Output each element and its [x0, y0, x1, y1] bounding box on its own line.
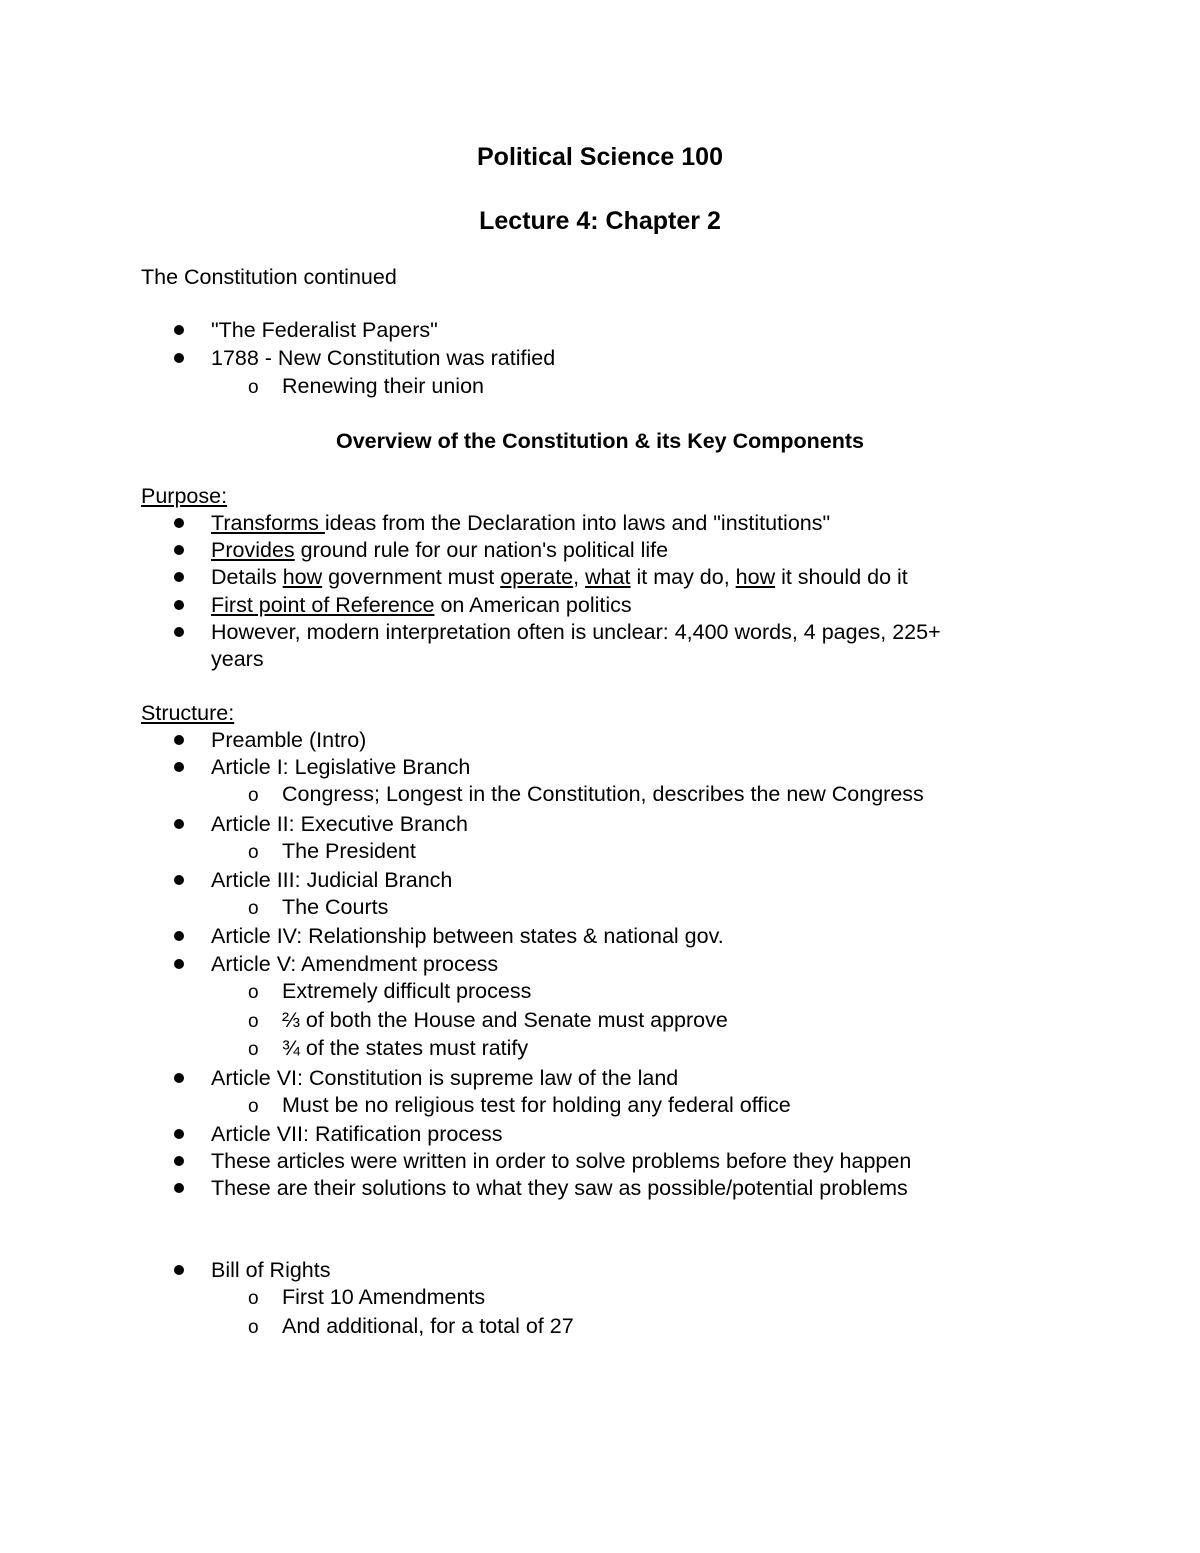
- bullet-icon: [174, 1156, 184, 1166]
- sub-bullet-icon: o: [248, 1317, 259, 1338]
- sub-list-item: Congress; Longest in the Constitution, describes the new Congress: [282, 782, 924, 806]
- bullet-icon: [174, 518, 184, 528]
- bullet-icon: [174, 627, 184, 637]
- bullet-icon: [174, 819, 184, 829]
- bullet-icon: [174, 600, 184, 610]
- list-item: Article III: Judicial Branch: [211, 868, 453, 892]
- list-item: Article V: Amendment process: [211, 952, 499, 976]
- list-item: However, modern interpretation often is unclear: 4,400 words, 4 pages, 225+: [211, 620, 941, 644]
- sub-list-item: Extremely difficult process: [282, 979, 532, 1003]
- bullet-icon: [174, 1183, 184, 1193]
- sub-bullet-icon: o: [248, 1011, 259, 1032]
- list-item: 1788 - New Constitution was ratified: [211, 346, 556, 370]
- course-title: Political Science 100: [477, 143, 723, 171]
- lecture-title: Lecture 4: Chapter 2: [479, 207, 721, 235]
- list-item: Provides ground rule for our nation's political life: [211, 538, 669, 562]
- bullet-icon: [174, 735, 184, 745]
- sub-list-item: Renewing their union: [282, 374, 484, 398]
- sub-list-item: Must be no religious test for holding any federal office: [282, 1093, 791, 1117]
- sub-bullet-icon: o: [248, 1288, 259, 1309]
- list-item: Preamble (Intro): [211, 728, 367, 752]
- bullet-icon: [174, 545, 184, 555]
- list-item: Article VII: Ratification process: [211, 1122, 503, 1146]
- list-item: Bill of Rights: [211, 1258, 331, 1282]
- bullet-icon: [174, 572, 184, 582]
- list-item: Article II: Executive Branch: [211, 812, 468, 836]
- sub-bullet-icon: o: [248, 898, 259, 919]
- list-item: Article VI: Constitution is supreme law of the land: [211, 1066, 679, 1090]
- sub-bullet-icon: o: [248, 1096, 259, 1117]
- bullet-icon: [174, 762, 184, 772]
- sub-list-item: The President: [282, 839, 416, 863]
- bullet-icon: [174, 1073, 184, 1083]
- sub-bullet-icon: o: [248, 377, 259, 398]
- bullet-icon: [174, 353, 184, 363]
- bullet-icon: [174, 959, 184, 969]
- list-item: These are their solutions to what they saw as possible/potential problems: [211, 1176, 908, 1200]
- bullet-icon: [174, 931, 184, 941]
- sub-list-item: ⅔ of both the House and Senate must approve: [282, 1008, 728, 1032]
- sub-list-item: First 10 Amendments: [282, 1285, 486, 1309]
- bullet-icon: [174, 325, 184, 335]
- bullet-icon: [174, 1265, 184, 1275]
- list-item: Article IV: Relationship between states & national gov.: [211, 924, 724, 948]
- bullet-icon: [174, 875, 184, 885]
- sub-bullet-icon: o: [248, 982, 259, 1003]
- sub-list-item: The Courts: [282, 895, 389, 919]
- intro-heading: The Constitution continued: [141, 265, 397, 289]
- sub-list-item: ¾ of the states must ratify: [282, 1036, 529, 1060]
- list-item: "The Federalist Papers": [211, 318, 438, 342]
- list-item: First point of Reference on American politics: [211, 593, 632, 617]
- sub-list-item: And additional, for a total of 27: [282, 1314, 574, 1338]
- structure-label: Structure:: [141, 701, 235, 725]
- list-item: Transforms ideas from the Declaration into laws and "institutions": [211, 511, 831, 535]
- sub-bullet-icon: o: [248, 785, 259, 806]
- list-item-continuation: years: [211, 647, 264, 671]
- sub-bullet-icon: o: [248, 842, 259, 863]
- purpose-label: Purpose:: [141, 484, 228, 508]
- overview-heading: Overview of the Constitution & its Key Components: [336, 429, 864, 453]
- list-item: Article I: Legislative Branch: [211, 755, 471, 779]
- sub-bullet-icon: o: [248, 1039, 259, 1060]
- list-item: These articles were written in order to solve problems before they happen: [211, 1149, 912, 1173]
- list-item: Details how government must operate, what it may do, how it should do it: [211, 565, 908, 589]
- bullet-icon: [174, 1129, 184, 1139]
